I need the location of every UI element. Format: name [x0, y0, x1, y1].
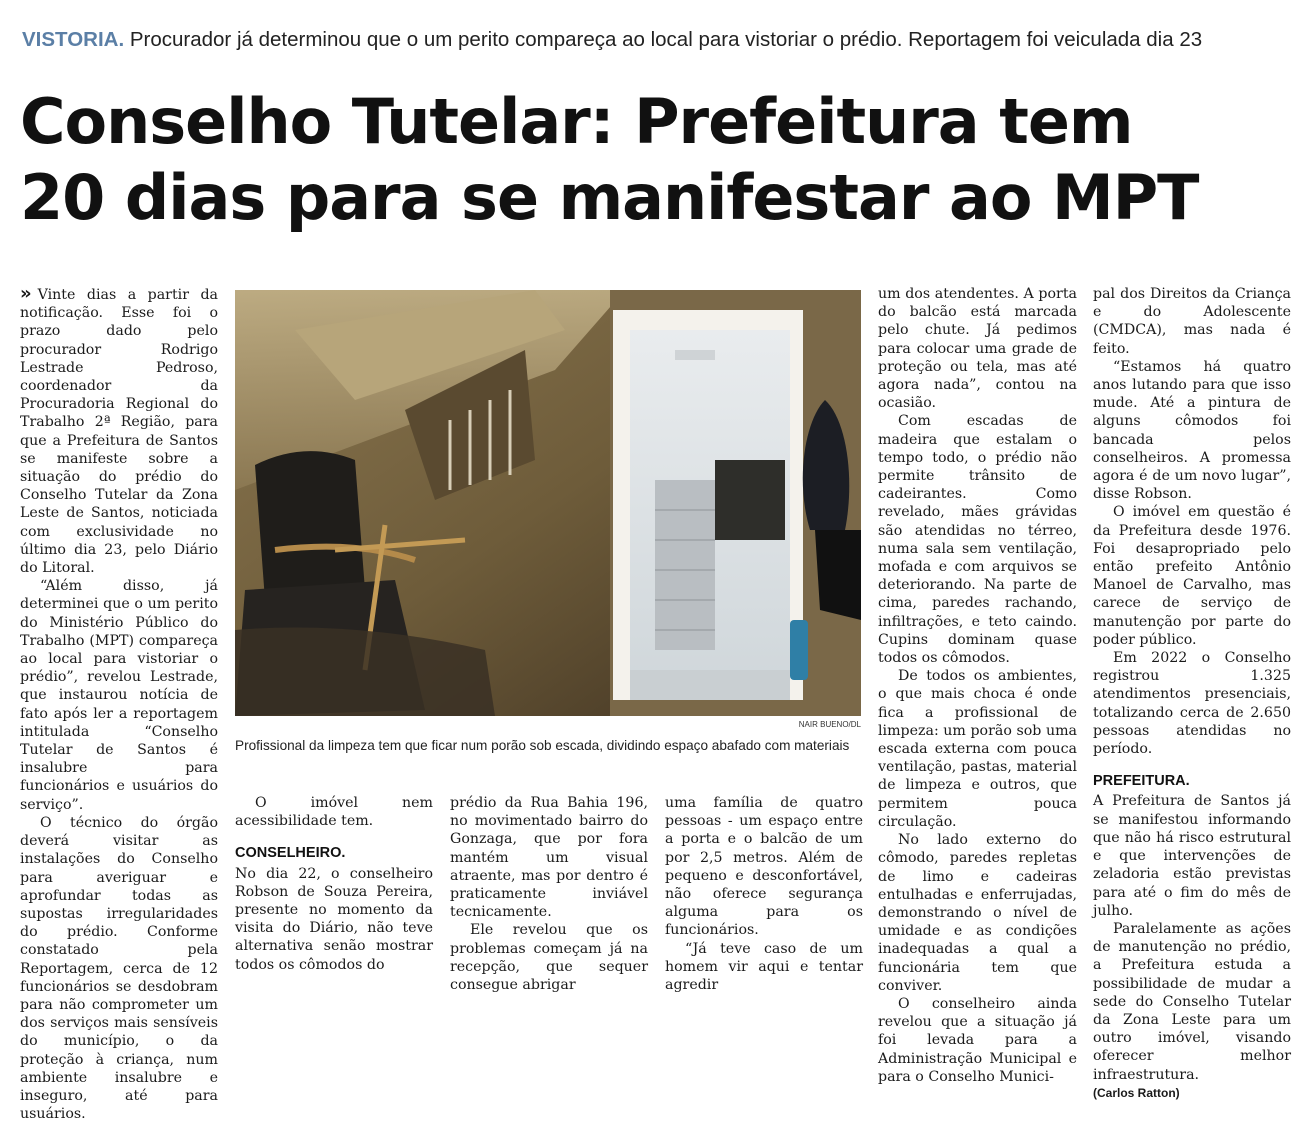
headline-line-1: Conselho Tutelar: Prefeitura tem	[20, 85, 1133, 158]
paragraph: De todos os ambientes, o que mais choca é onde fica a profissional de limpeza: um porão sob uma escada externa com pouca ventilação, pastas, material de limpeza e outros, que permitem pouca circulação.	[878, 668, 1077, 830]
column-6	[1093, 285, 1291, 1102]
paragraph: prédio da Rua Bahia 196, no movimentado bairro do Gonzaga, que por fora mantém um visual atraente, mas por dentro é praticamente inviável tecnicamente.	[450, 795, 648, 921]
subhead-conselheiro: CONSELHEIRO.	[235, 845, 346, 862]
paragraph: “Estamos há quatro anos lutando para que isso mude. Até a pintura de alguns cômodos foi bancada pelos conselheiros. A promessa agora é de um novo lugar”, disse Robson.	[1093, 358, 1291, 503]
column-5	[878, 285, 1077, 1086]
paragraph: um dos atendentes. A porta do balcão está marcada pelo chute. Já pedimos para colocar uma grade de proteção ou tela, mas até agora nada”, contou na ocasião.	[878, 286, 1077, 412]
kicker-tag: VISTORIA.	[22, 28, 125, 51]
paragraph: uma família de quatro pessoas - um espaço entre a porta e o balcão de um por 2,5 metros. Além de pequeno e desconfortável, não oferece segurança alguma para os funcionários.	[665, 795, 863, 939]
column-2	[235, 794, 433, 974]
paragraph: No lado externo do cômodo, paredes repletas de limo e cadeiras entulhadas e enferrujadas, demonstrando o nível de umidade e as condições inadequadas a qual a funcionária tem que conviver.	[878, 832, 1077, 994]
signature-paragraph	[1093, 1084, 1291, 1102]
article-photo	[235, 290, 861, 716]
paragraph: » Vinte dias a partir da notificação. Esse foi o prazo dado pelo procurador Rodrigo Lestrade Pedroso, coordenador da Procuradoria Regional do Trabalho 2ª Região, para que a Prefeitura de Santos se manifeste sobre a situação do prédio do Conselho Tutelar da Zona Leste de Santos, noticiada com exclusividade no último dia 23, pelo Diário do Litoral.	[20, 283, 218, 577]
photo-caption: Profissional da limpeza tem que ficar num porão sob escada, dividindo espaço abafado com materiais	[235, 738, 850, 753]
paragraph: O imóvel nem acessibilidade tem.	[235, 795, 433, 830]
column-4	[665, 794, 863, 994]
paragraph: Em 2022 o Conselho registrou 1.325 atendimentos presenciais, totalizando cerca de 2.650 pessoas atendidas no período.	[1093, 650, 1291, 758]
kicker-text: Procurador já determinou que o um perito compareça ao local para vistoriar o prédio. Reportagem foi veiculada dia 23	[129, 28, 1203, 51]
author-signature: (Carlos Ratton)	[1093, 1085, 1180, 1100]
column-3	[450, 794, 648, 994]
headline	[20, 84, 1290, 236]
paragraph: Com escadas de madeira que estalam o tempo todo, o prédio não permite trânsito de cadeirantes. Como revelado, mães grávidas são atendidas no térreo, numa sala sem ventilação, mofada e com arquivos se deteriorando. Na parte de cima, paredes rachando, infiltrações, e teto caindo. Cupins dominam quase todos os cômodos.	[878, 413, 1077, 667]
photo-credit: NAIR BUENO/DL	[798, 720, 861, 729]
column-1	[20, 285, 218, 1123]
subhead-prefeitura: PREFEITURA.	[1093, 773, 1190, 790]
paragraph: O técnico do órgão deverá visitar as instalações do Conselho para averiguar e aprofundar todas as supostas irregularidades do prédio. Conforme constatado pela Reportagem, cerca de 12 funcionários se desdobram para não comprometer um dos serviços mais sensíveis do município, o da proteção à criança, num ambiente insalubre e inseguro, até para usuários.	[20, 814, 218, 1123]
chevron-right-icon: »	[20, 283, 32, 304]
paragraph: “Além disso, já determinei que o um perito do Ministério Público do Trabalho (MPT) compareça ao local para vistoriar o prédio”, revelou Lestrade, que instaurou notícia de fato após ler a reportagem intitulada “Conselho Tutelar de Santos é insalubre para funcionários e usuários do serviço”.	[20, 578, 218, 813]
basement-photo-illustration	[235, 290, 861, 716]
paragraph: O conselheiro ainda revelou que a situação já foi levada para a Administração Municipal e para o Conselho Munici-	[878, 995, 1077, 1085]
headline-line-2: 20 dias para se manifestar ao MPT	[20, 161, 1199, 234]
kicker-line	[22, 28, 1282, 52]
paragraph: No dia 22, o conselheiro Robson de Souza Pereira, presente no momento da visita do Diário, não teve alternativa senão mostrar todos os cômodos do	[235, 865, 433, 973]
paragraph: O imóvel em questão é da Prefeitura desde 1976. Foi desapropriado pelo então prefeito Antônio Manoel de Carvalho, mas carece de serviço de manutenção por parte do poder público.	[1093, 504, 1291, 648]
paragraph: A Prefeitura de Santos já se manifestou informando que não há risco estrutural e que intervenções de zeladoria estão previstas para até o fim do mês de julho.	[1093, 793, 1291, 919]
paragraph: Paralelamente as ações de manutenção no prédio, a Prefeitura estuda a possibilidade de mudar a sede do Conselho Tutelar da Zona Leste para um outro imóvel, visando oferecer melhor infraestrutura.	[1093, 920, 1291, 1083]
paragraph: Ele revelou que os problemas começam já na recepção, que sequer consegue abrigar	[450, 922, 648, 994]
paragraph: “Já teve caso de um homem vir aqui e tentar agredir	[665, 940, 863, 994]
paragraph: pal dos Direitos da Criança e do Adolescente (CMDCA), mas nada é feito.	[1093, 286, 1291, 357]
